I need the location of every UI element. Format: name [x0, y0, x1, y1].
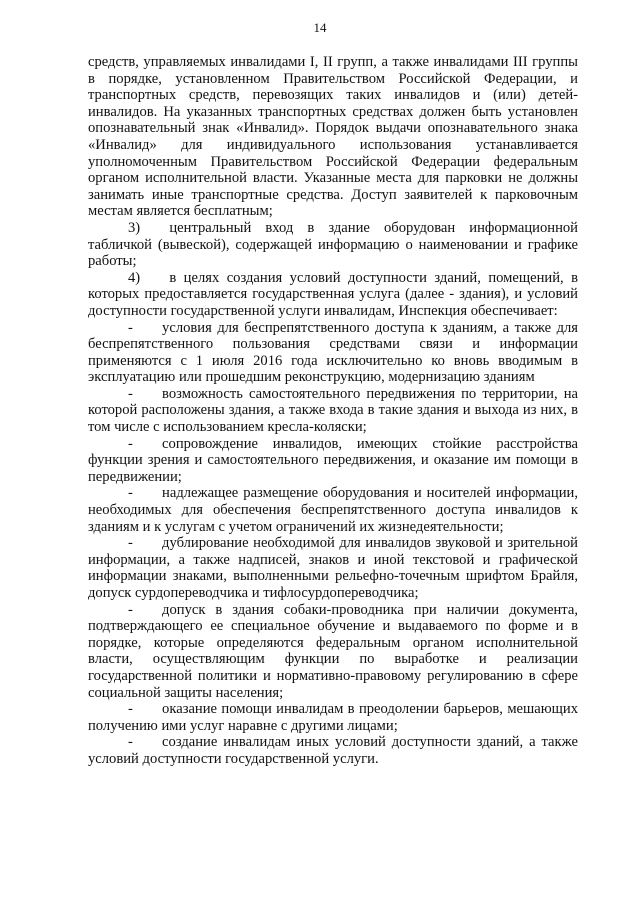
paragraph-dash-barrier-help: - оказание помощи инвалидам в преодолении барьеров, мешающих получению ими услуг наравне с другими лицами; [88, 701, 578, 734]
paragraph-dash-equipment-placement: - надлежащее размещение оборудования и носителей информации, необходимых для обеспечения беспрепятственного доступа инвалидов к зданиям и к услугам с учетом ограничений их жизнедеятельности; [88, 485, 578, 535]
page-number: 14 [313, 20, 327, 35]
paragraph-dash-other-conditions: - создание инвалидам иных условий доступности зданий, а также условий доступности государственной услуги. [88, 734, 578, 767]
paragraph-dash-independent-movement: - возможность самостоятельного передвижения по территории, на которой расположены здания, а также входа в такие здания и выхода из них, в том числе с использованием кресла-коляски; [88, 385, 578, 436]
paragraph-dash-escort: - сопровождение инвалидов, имеющих стойкие расстройства функции зрения и самостоятельного передвижения, и оказание им помощи в передвижении; [88, 435, 578, 485]
paragraph-dash-guide-dog: - допуск в здания собаки-проводника при наличии документа, подтверждающего ее специальное обучение и выдаваемого по форме и в порядке, которые определяются федеральным органом исполнительной власти, осуществляющим функции по выработке и реализации государственной политики и нормативно-правовому регулированию в сфере социальной защиты населения; [88, 601, 578, 701]
paragraph-item-4-accessibility-intro: 4) в целях создания условий доступности зданий, помещений, в которых предоставляется государственная услуга (далее - здания), и условий доступности государственной услуги инвалидам, Инспекция обеспечивает: [88, 269, 578, 319]
paragraph-parking-continuation: средств, управляемых инвалидами I, II групп, а также инвалидами III группы в порядке, установленном Правительством Российской Федерации, и транспортных средств, перевозящих таких инвалидов и (или) детей-инвалидов. На указанных транспортных средствах должен быть установлен опознавательный знак «Инвалид». Порядок выдачи опознавательного знака «Инвалид» для индивидуального использования устанавливается уполномоченным Правительством Российской Федерации федеральным органом исполнительной власти. Указанные места для парковки не должны занимать иные транспортные средства. Доступ заявителей к парковочным местам является бесплатным; [88, 54, 578, 220]
paragraph-dash-free-access: - условия для беспрепятственного доступа к зданиям, а также для беспрепятственного пользования средствами связи и информации применяются с 1 июля 2016 года исключительно ко вновь вводимым в эксплуатацию или прошедшим реконструкцию, модернизацию зданиям [88, 319, 578, 386]
paragraph-item-3-central-entrance: 3) центральный вход в здание оборудован информационной табличкой (вывеской), содержащей информацию о наименовании и графике работы; [88, 219, 578, 270]
paragraph-dash-braille-duplication: - дублирование необходимой для инвалидов звуковой и зрительной информации, а также надписей, знаков и иной текстовой и графической информации знаками, выполненными рельефно-точечным шрифтом Брайля, допуск сурдопереводчика и тифлосурдопереводчика; [88, 535, 578, 601]
document-body [88, 54, 578, 768]
